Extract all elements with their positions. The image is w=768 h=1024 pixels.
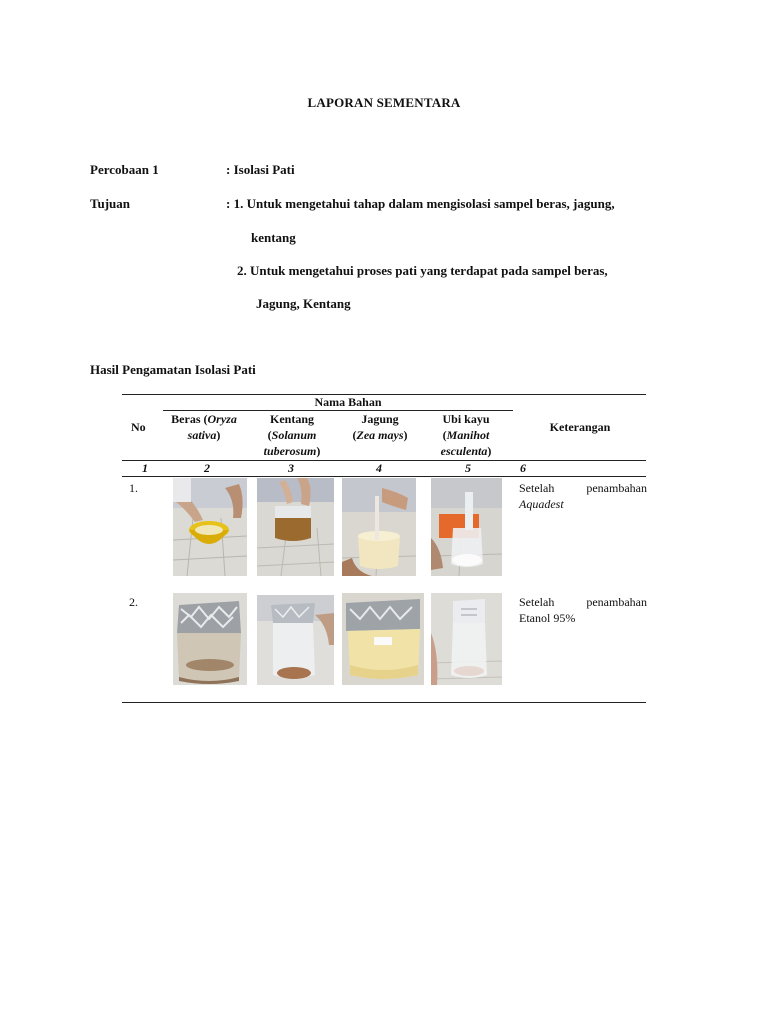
keterangan-row1: Setelah penambahan Aquadest [519,481,647,511]
photo-beras-aquadest [173,478,247,576]
row-number: 1. [129,481,138,495]
photo-kentang-aquadest [257,478,334,576]
percobaan-label: Percobaan 1 [90,162,159,177]
col-number: 4 [376,461,382,475]
photo-ubi-kayu-etanol [431,593,502,685]
tujuan-item2-line2: Jagung, Kentang [256,296,351,311]
header-nama-bahan: Nama Bahan [314,395,382,409]
percobaan-value: : Isolasi Pati [226,162,295,177]
header-jagung: Jagung (Zea mays) [352,412,408,442]
row-number: 2. [129,595,138,609]
tujuan-item1-line2: kentang [251,230,296,245]
header-beras: Beras (Oryza sativa) [171,412,237,442]
header-no: No [131,420,146,434]
photo-beras-etanol [173,593,247,685]
header-keterangan: Keterangan [549,420,611,434]
header-kentang: Kentang (Solanum tuberosum) [263,412,321,458]
section-title: Hasil Pengamatan Isolasi Pati [90,362,256,377]
tujuan-item1-line1: : 1. Untuk mengetahui tahap dalam mengisolasi sampel beras, jagung, [226,196,615,211]
tujuan-item2-line1: 2. Untuk mengetahui proses pati yang terdapat pada sampel beras, [237,263,608,278]
col-number: 5 [465,461,471,475]
col-number: 1 [142,461,148,475]
photo-ubi-kayu-aquadest [431,478,502,576]
col-number: 2 [204,461,210,475]
header-ubi-kayu: Ubi kayu (Manihot esculenta) [440,412,492,458]
header-rule [122,460,646,461]
photo-kentang-etanol [257,595,334,685]
photo-jagung-aquadest [342,478,416,576]
keterangan-row2: Setelah penambahan Etanol 95% [519,595,647,625]
numbers-rule [122,476,646,477]
col-number: 6 [520,461,526,475]
page-title: LAPORAN SEMENTARA [307,95,461,110]
tujuan-label: Tujuan [90,196,130,211]
table-bottom-rule [122,702,646,703]
photo-jagung-etanol [342,593,424,685]
col-number: 3 [288,461,294,475]
